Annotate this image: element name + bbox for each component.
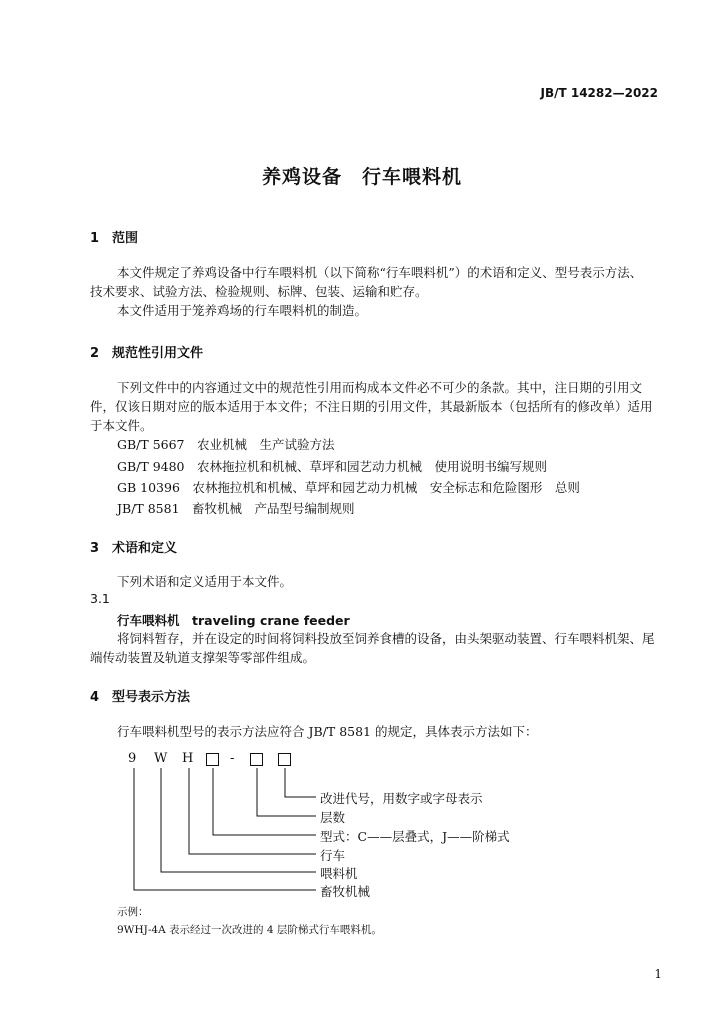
model-char-dash: - <box>230 751 235 766</box>
diagram-label: 行车 <box>320 848 346 863</box>
text-line: 下列术语和定义适用于本文件。 <box>117 574 293 589</box>
text-line: 将饲料暂存，并在设定的时间将饲料投放至饲养食槽的设备，由头架驱动装置、行车喂料机架、尾 <box>117 631 655 646</box>
section-title: 范围 <box>112 231 139 246</box>
diagram-label: 改进代号，用数字或字母表示 <box>320 791 483 806</box>
text-line: 行车喂料机型号的表示方法应符合 JB/T 8581 的规定，具体表示方法如下： <box>117 724 538 739</box>
page-number: 1 <box>654 967 662 981</box>
text-line: 本文件规定了养鸡设备中行车喂料机（以下简称“行车喂料机”）的术语和定义、型号表示方法、 <box>117 265 643 280</box>
standard-number: JB/T 14282—2022 <box>540 86 658 100</box>
reference-item: GB 10396 农林拖拉机和机械、草坪和园艺动力机械 安全标志和危险图形 总则 <box>117 480 580 495</box>
model-char-9: 9 <box>128 751 137 766</box>
text-line: 于本文件。 <box>90 418 153 433</box>
diagram-label: 型式：C——层叠式，J——阶梯式 <box>320 829 510 844</box>
example-text: 9WHJ-4A 表示经过一次改进的 4 层阶梯式行车喂料机。 <box>117 924 382 936</box>
section-number: 1 <box>90 231 100 246</box>
term-title: 行车喂料机 traveling crane feeder <box>117 613 350 628</box>
text-line: 件，仅该日期对应的版本适用于本文件；不注日期的引用文件，其最新版本（包括所有的修改单）适用 <box>90 399 653 414</box>
text-line: 下列文件中的内容通过文中的规范性引用而构成本文件必不可少的条款。其中，注日期的引用文 <box>117 380 643 395</box>
diagram-label: 畜牧机械 <box>320 884 371 899</box>
text-line: 端传动装置及轨道支撑架等零部件组成。 <box>90 650 316 665</box>
text-line: 本文件适用于笼养鸡场的行车喂料机的制造。 <box>117 303 368 318</box>
text-line: 技术要求、试验方法、检验规则、标牌、包装、运输和贮存。 <box>90 284 428 299</box>
section-title: 型号表示方法 <box>112 690 191 705</box>
reference-item: JB/T 8581 畜牧机械 产品型号编制规则 <box>117 501 355 516</box>
reference-item: GB/T 9480 农林拖拉机和机械、草坪和园艺动力机械 使用说明书编写规则 <box>117 459 548 474</box>
example-label: 示例： <box>117 906 149 918</box>
section-title: 规范性引用文件 <box>112 346 204 361</box>
section-number: 4 <box>90 690 100 705</box>
section-number: 2 <box>90 346 100 361</box>
section-number: 3 <box>90 541 100 556</box>
model-char-h: H <box>182 751 194 766</box>
subsection-number: 3.1 <box>90 591 110 606</box>
document-title: 养鸡设备 行车喂料机 <box>261 166 462 188</box>
diagram-label: 喂料机 <box>320 866 358 881</box>
model-char-w: W <box>154 751 168 766</box>
reference-item: GB/T 5667 农业机械 生产试验方法 <box>117 437 335 452</box>
diagram-label: 层数 <box>320 810 346 825</box>
section-title: 术语和定义 <box>112 541 178 556</box>
